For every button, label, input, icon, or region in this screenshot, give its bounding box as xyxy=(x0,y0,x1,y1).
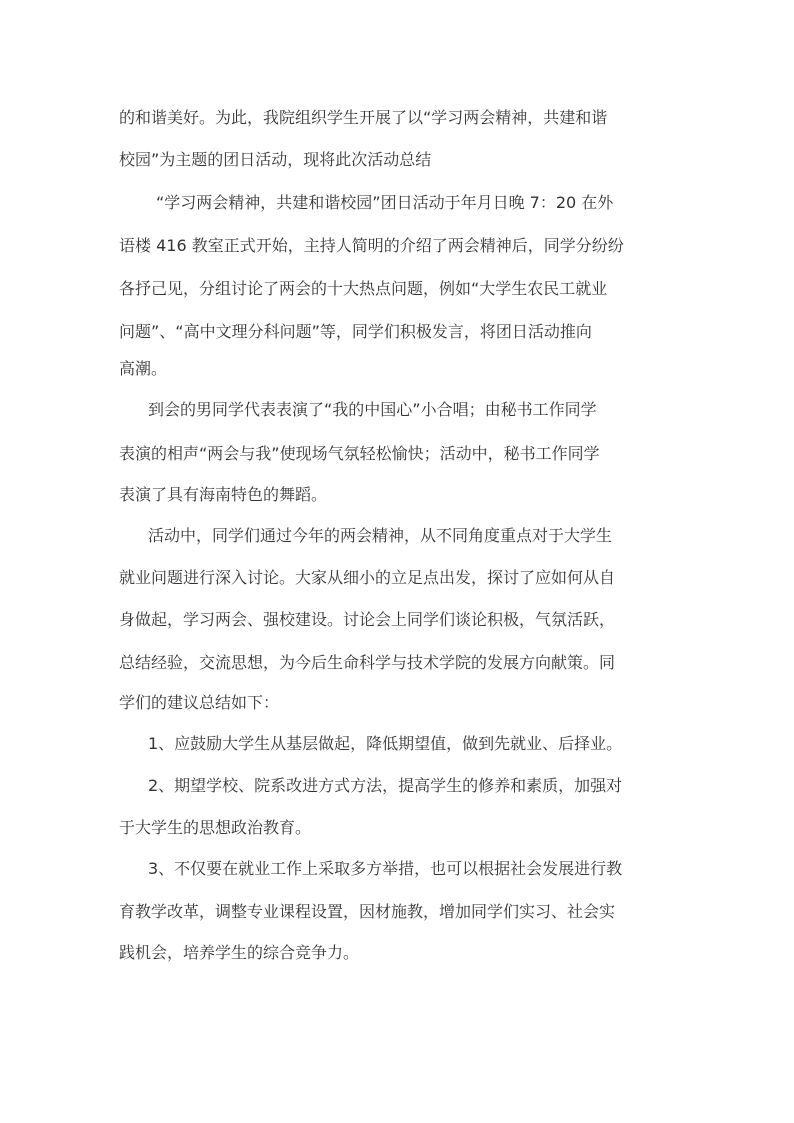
text-line: 高潮。 xyxy=(119,359,168,378)
text-line: 学们的建议总结如下： xyxy=(119,693,280,712)
text-line: 就业问题进行深入讨论。大家从细小的立足点出发，探讨了应如何从自 xyxy=(119,568,616,587)
text-line: 活动中，同学们通过今年的两会精神，从不同角度重点对于大学生 xyxy=(148,526,613,545)
text-line: 表演了具有海南特色的舞蹈。 xyxy=(119,485,328,504)
text-line: 总结经验，交流思想，为今后生命科学与技术学院的发展方向献策。同 xyxy=(119,653,616,672)
text-line: 身做起，学习两会、强校建设。讨论会上同学们谈论积极，气氛活跃， xyxy=(119,610,616,629)
text-line: 到会的男同学代表表演了“我的中国心”小合唱；由秘书工作同学 xyxy=(148,400,597,419)
text-line: 践机会，培养学生的综合竞争力。 xyxy=(119,943,360,962)
text-line: 于大学生的思想政治教育。 xyxy=(119,818,312,837)
text-line: 表演的相声“两会与我”使现场气氛轻松愉快；活动中，秘书工作同学 xyxy=(119,444,600,463)
text-line: 的和谐美好。为此，我院组织学生开展了以“学习两会精神，共建和谐 xyxy=(119,108,608,127)
text-line: 语楼 416 教室正式开始，主持人简明的介绍了两会精神后，同学分纷纷 xyxy=(119,236,624,255)
text-line: 3、不仅要在就业工作上采取多方举措，也可以根据社会发展进行教 xyxy=(148,859,623,878)
text-line: 校园”为主题的团日活动，现将此次活动总结 xyxy=(119,150,432,169)
text-line: 问题”、“高中文理分科问题”等，同学们积极发言，将团日活动推向 xyxy=(119,322,592,341)
text-line: “学习两会精神，共建和谐校园”团日活动于年月日晚 7：20 在外 xyxy=(156,193,614,212)
text-line: 2、期望学校、院系改进方式方法，提高学生的修养和素质，加强对 xyxy=(148,776,623,795)
text-line: 育教学改革，调整专业课程设置，因材施教，增加同学们实习、社会实 xyxy=(119,902,616,921)
text-line: 1、应鼓励大学生从基层做起，降低期望值，做到先就业、后择业。 xyxy=(148,734,623,753)
text-line: 各抒己见，分组讨论了两会的十大热点问题，例如“大学生农民工就业 xyxy=(119,279,608,298)
